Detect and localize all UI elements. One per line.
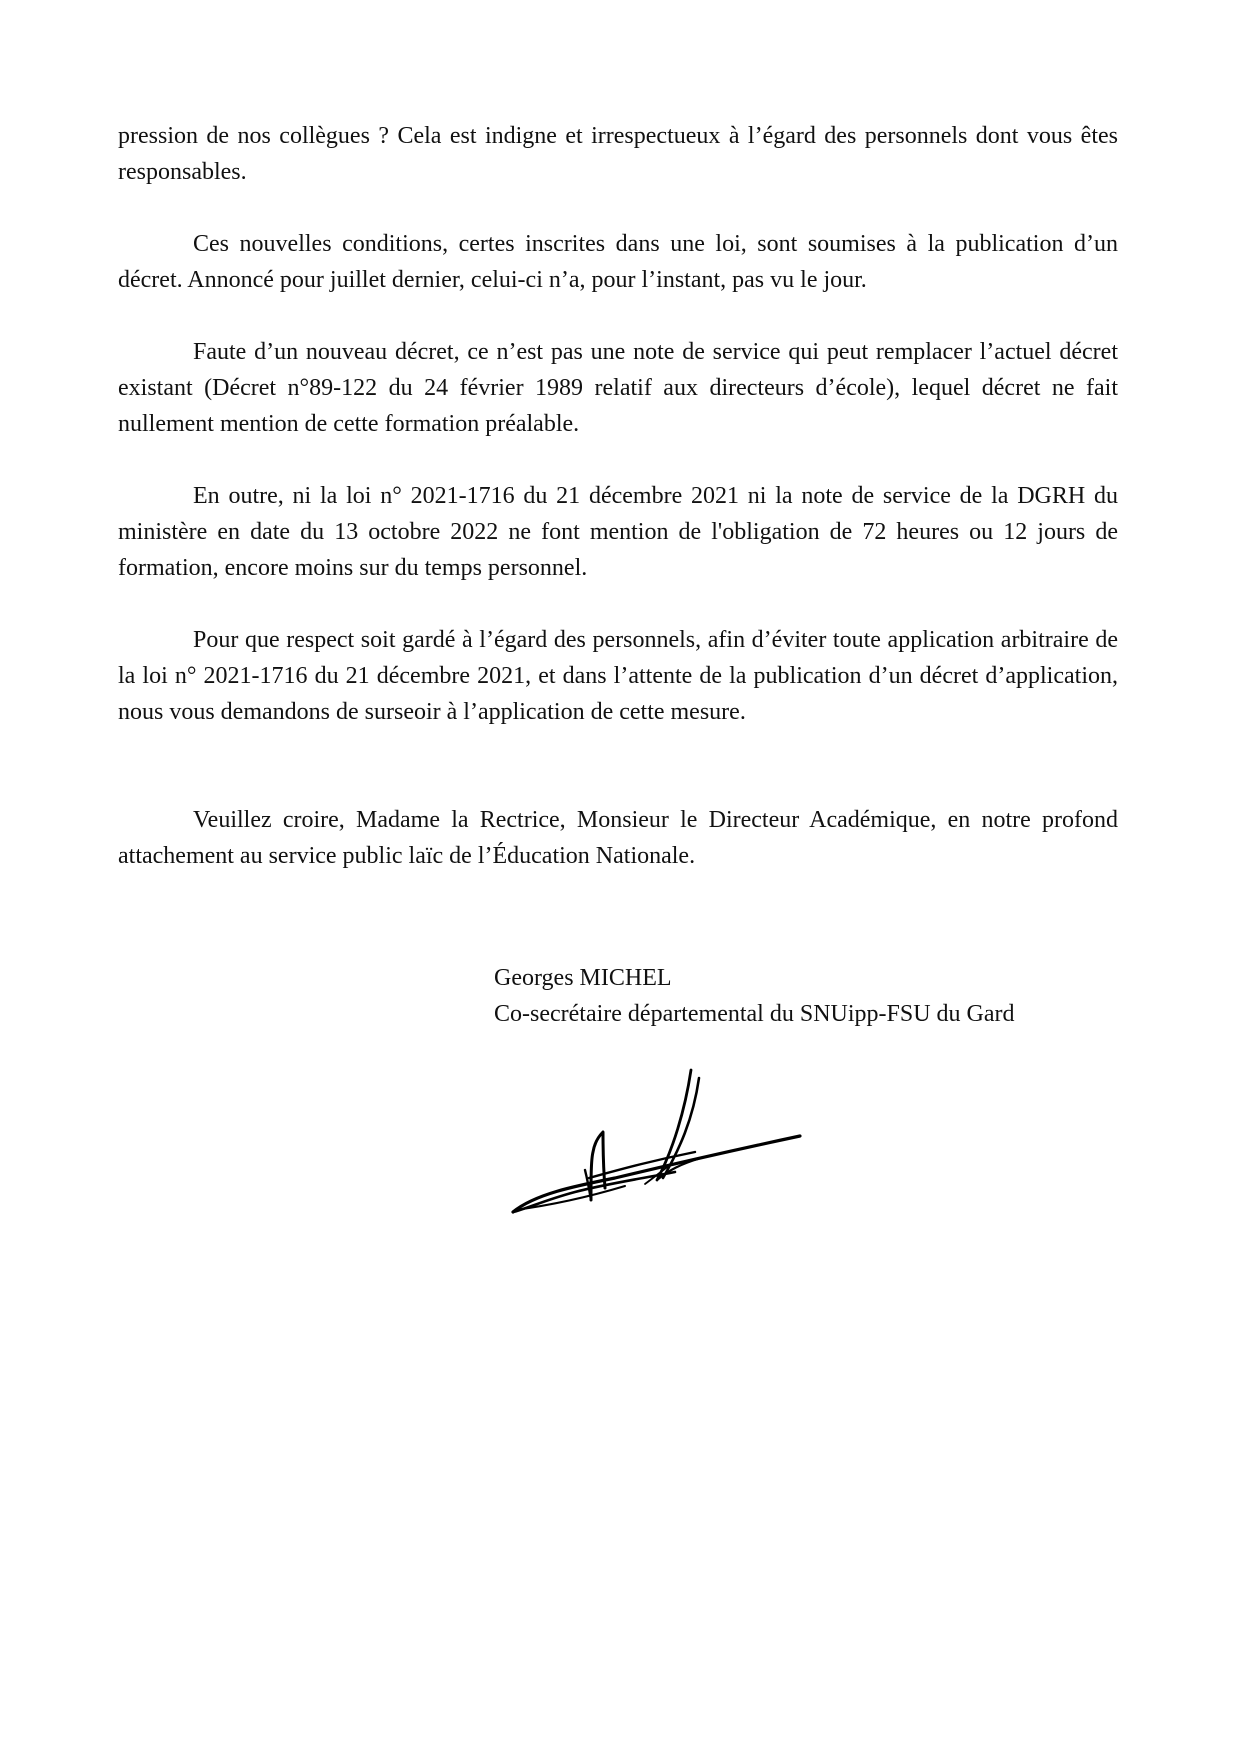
handwritten-signature [505,1060,805,1240]
paragraph-request: Pour que respect soit gardé à l’égard des personnels, afin d’éviter toute application arbitraire de la loi n° 2021-1716 du 21 décembre 2021, et dans l’attente de la publication d’un décret d’application, nous vous demandons de surseoir à l’application de cette mesure. [118,627,1118,725]
signatory-name: Georges MICHEL [494,965,672,991]
letter-body [118,118,1118,910]
signatory-role: Co-secrétaire départemental du SNUipp-FSU du Gard [494,1001,1015,1027]
signature-base-stroke [513,1136,800,1212]
paragraph-continuation: pression de nos collègues ? Cela est indigne et irrespectueux à l’égard des personnels dont vous êtes responsables. [118,123,1118,185]
paragraph-existing-decree: Faute d’un nouveau décret, ce n’est pas une note de service qui peut remplacer l’actuel décret existant (Décret n°89-122 du 24 février 1989 relatif aux directeurs d’école), lequel décret ne fait nullement mention de cette formation préalable. [118,339,1118,437]
signature-left-upright [591,1132,605,1200]
paragraph-closing: Veuillez croire, Madame la Rectrice, Monsieur le Directeur Académique, en notre profond attachement au service public laïc de l’Éducation Nationale. [118,807,1118,869]
paragraph-law-reference: En outre, ni la loi n° 2021-1716 du 21 décembre 2021 ni la note de service de la DGRH du ministère en date du 13 octobre 2022 ne font mention de l'obligation de 72 heures ou 12 jours de formation, encore moins sur du temps personnel. [118,483,1118,581]
signature-block [494,960,1015,1032]
paragraph-decree-conditions: Ces nouvelles conditions, certes inscrites dans une loi, sont soumises à la publication d’un décret. Annoncé pour juillet dernier, celui-ci n’a, pour l’instant, pas vu le jour. [118,231,1118,293]
